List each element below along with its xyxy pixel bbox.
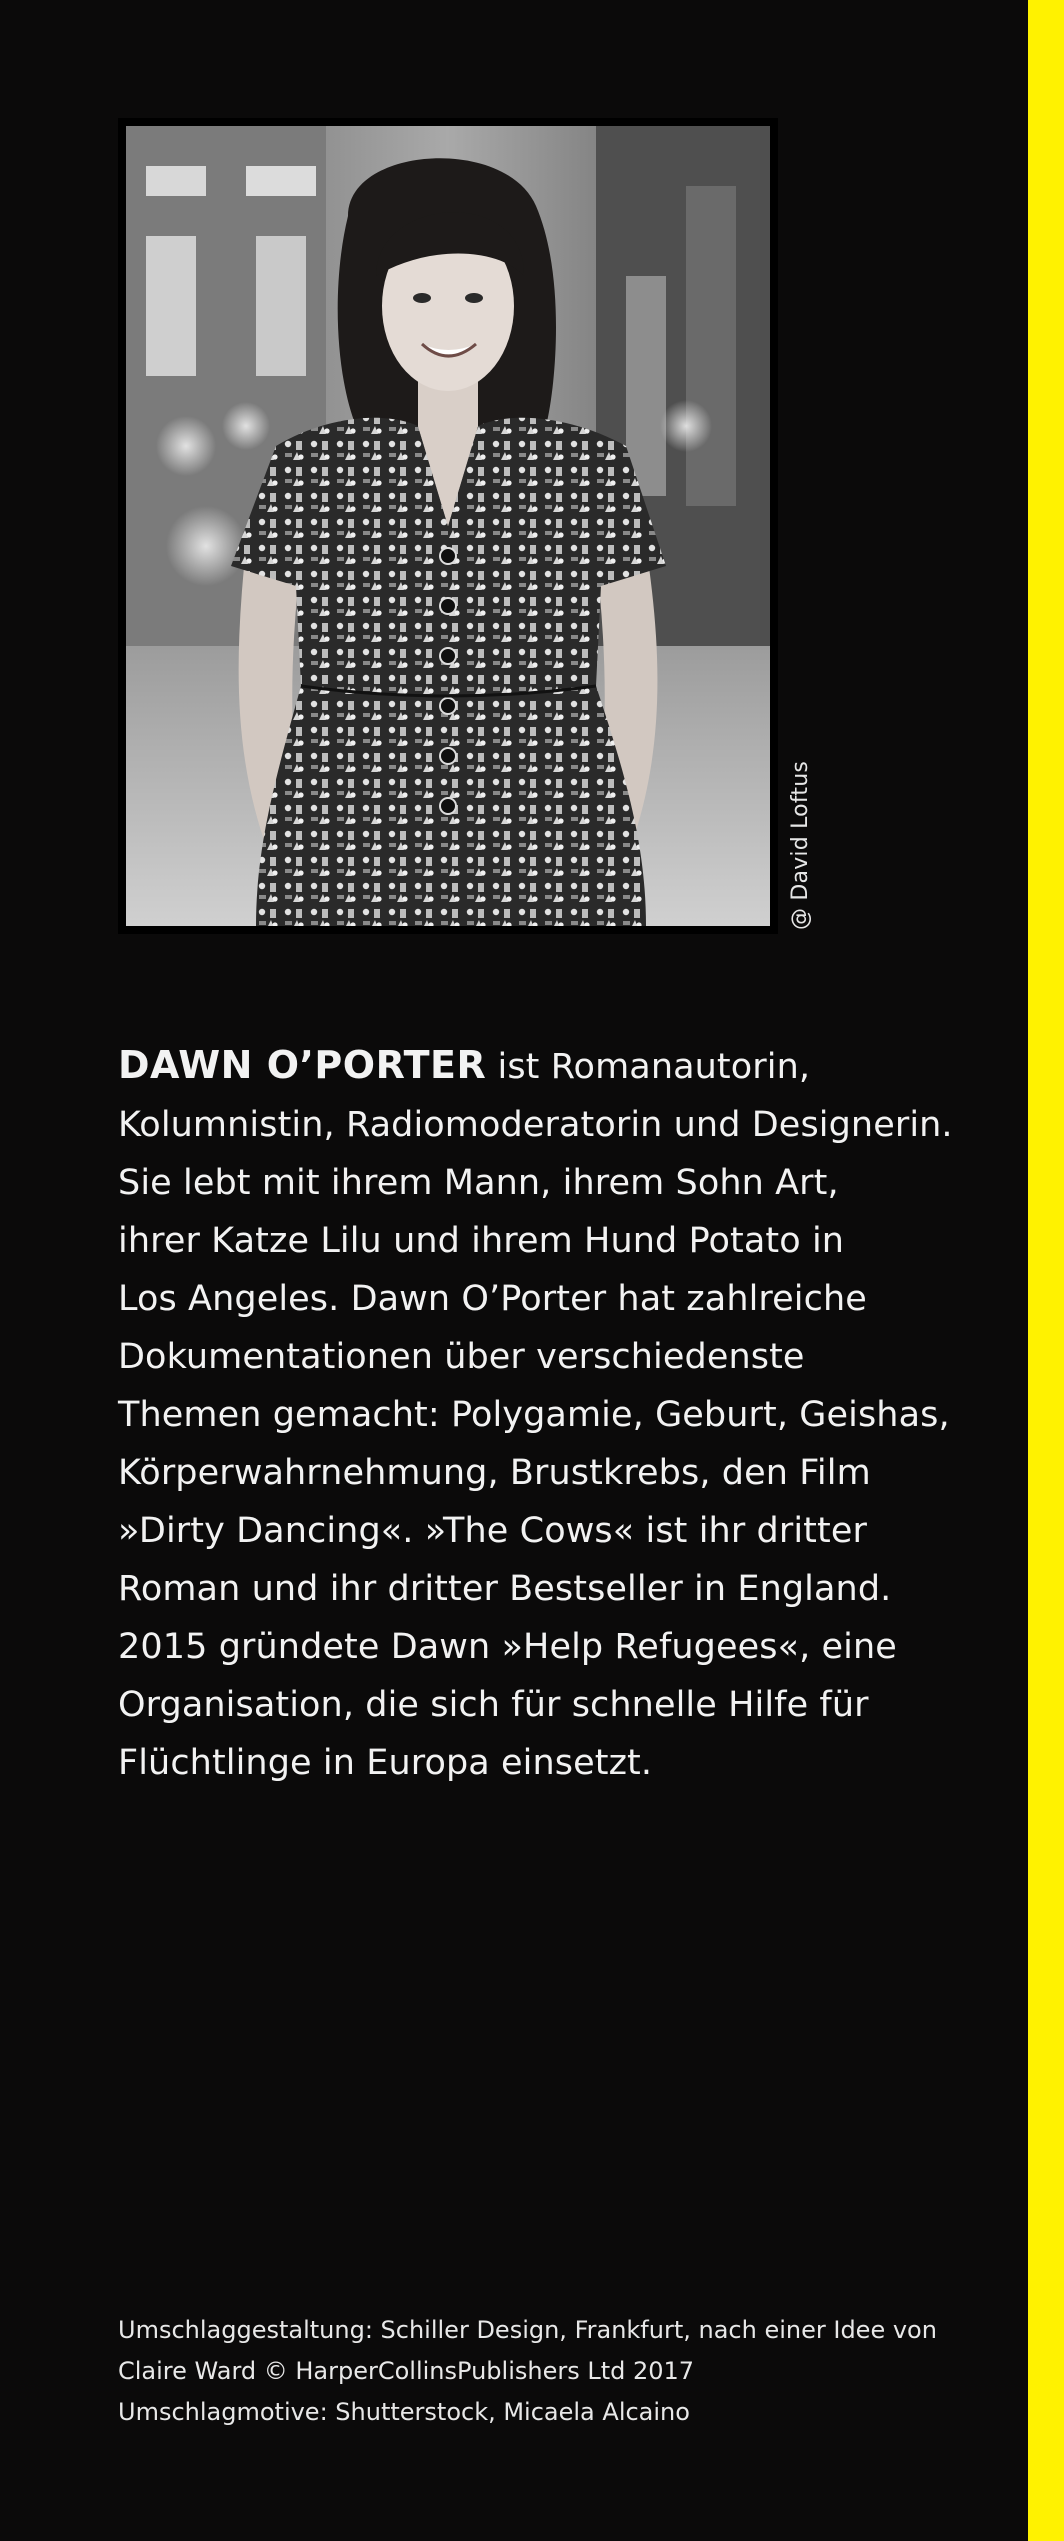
imprint-line: Umschlagmotive: Shutterstock, Micaela Alcaino [118, 2398, 690, 2426]
bio-line: »Dirty Dancing«. »The Cows« ist ihr dritter [118, 1511, 867, 1551]
author-portrait-image [126, 126, 770, 926]
imprint-credits [118, 2310, 998, 2433]
imprint-line: Umschlaggestaltung: Schiller Design, Frankfurt, nach einer Idee von [118, 2316, 937, 2344]
bio-line: Organisation, die sich für schnelle Hilfe für [118, 1685, 869, 1725]
bio-line: Körperwahrnehmung, Brustkrebs, den Film [118, 1453, 871, 1493]
bio-line: 2015 gründete Dawn »Help Refugees«, eine [118, 1627, 897, 1667]
bio-line: DAWN O’PORTER ist Romanautorin, [118, 1043, 811, 1087]
bio-line: Themen gemacht: Polygamie, Geburt, Geishas, [118, 1395, 950, 1435]
imprint-line: Claire Ward © HarperCollinsPublishers Ltd 2017 [118, 2357, 695, 2385]
bio-line: Dokumentationen über verschiedenste [118, 1337, 805, 1377]
bio-line: Roman und ihr dritter Bestseller in England. [118, 1569, 892, 1609]
bio-line: Kolumnistin, Radiomoderatorin und Designerin. [118, 1105, 953, 1145]
bio-line: Los Angeles. Dawn O’Porter hat zahlreiche [118, 1279, 867, 1319]
photo-credit: @ David Loftus [788, 760, 813, 930]
author-photo [118, 118, 778, 934]
bio-line: Sie lebt mit ihrem Mann, ihrem Sohn Art, [118, 1163, 839, 1203]
bio-line: ihrer Katze Lilu und ihrem Hund Potato in [118, 1221, 845, 1261]
author-name: DAWN O’PORTER [118, 1043, 487, 1087]
accent-stripe [1028, 0, 1064, 2541]
bio-line: Flüchtlinge in Europa einsetzt. [118, 1743, 653, 1783]
author-biography [118, 1036, 998, 1792]
